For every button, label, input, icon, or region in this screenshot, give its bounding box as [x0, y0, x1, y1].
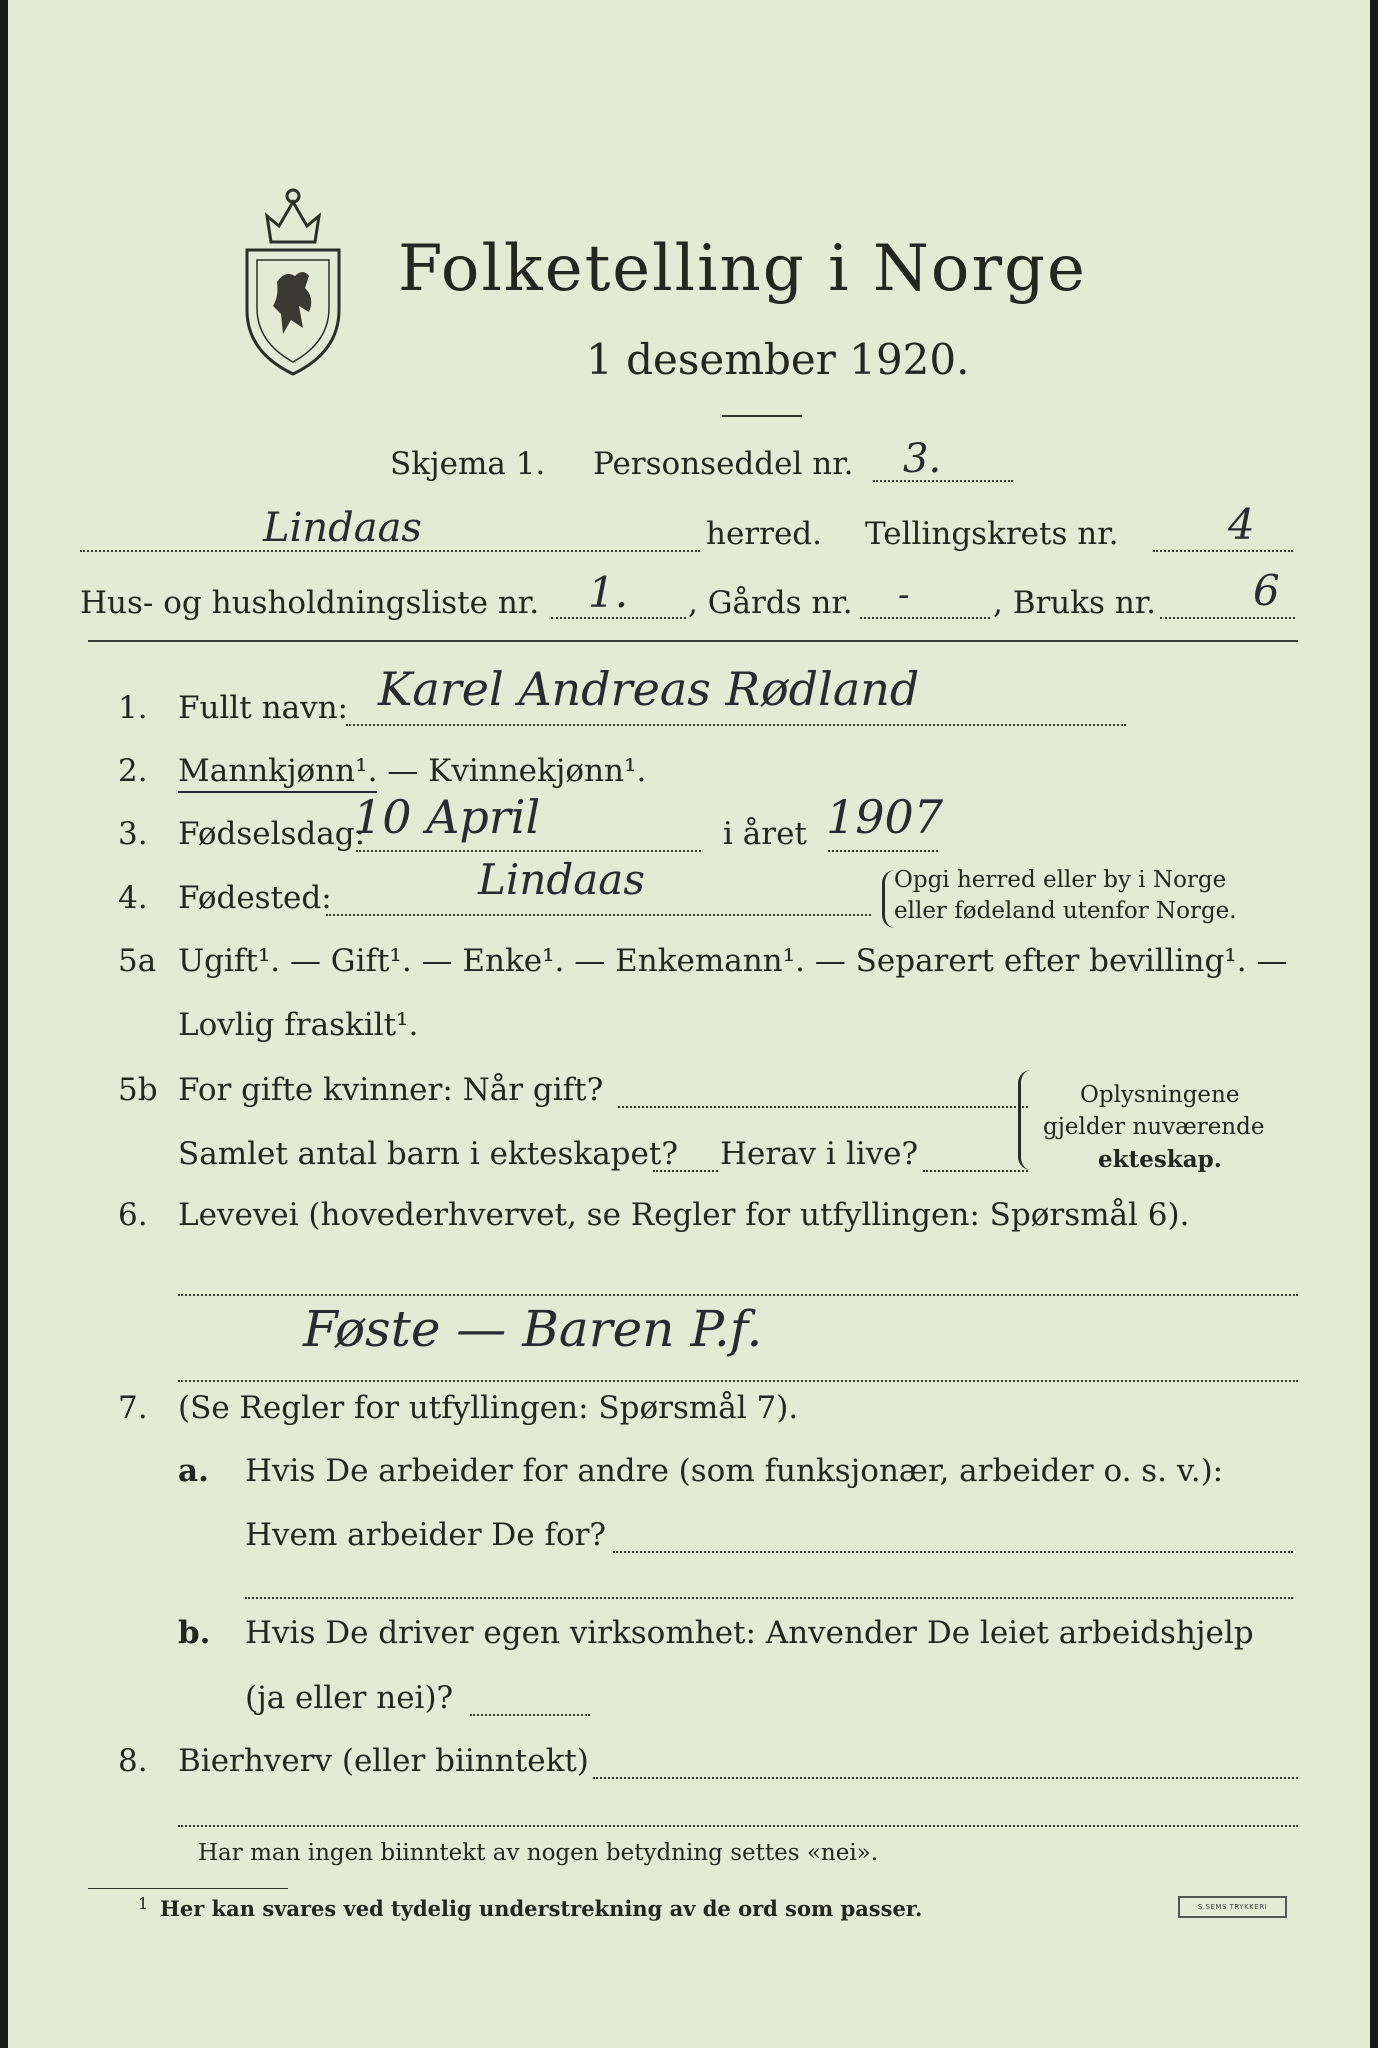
census-date: 1 desember 1920. — [586, 335, 970, 384]
q7a-line-1: Hvis De arbeider for andre (som funksjonær, arbeider o. s. v.): — [245, 1453, 1224, 1489]
q2-number: 2. — [118, 753, 148, 789]
no-income-note: Har man ingen biinntekt av nogen betydning settes «nei». — [198, 1840, 879, 1866]
q6-number: 6. — [118, 1197, 148, 1233]
children-label: Samlet antal barn i ekteskapet? — [178, 1136, 678, 1172]
q4-label: Fødested: — [178, 880, 332, 916]
q7b-line-2: (ja eller nei)? — [245, 1680, 454, 1716]
q3-label: Fødselsdag: — [178, 816, 366, 852]
q3-line — [356, 850, 701, 852]
employer-line[interactable] — [613, 1551, 1293, 1553]
printer-stamp: S.SEMS TRYKKERI — [1178, 1896, 1287, 1918]
marital-status-divorced[interactable]: Lovlig fraskilt¹. — [178, 1007, 419, 1043]
q5b-note-2: gjelder nuværende — [1043, 1114, 1265, 1140]
q7b-line-1: Hvis De driver egen virksomhet: Anvender De leiet arbeidshjelp — [245, 1615, 1254, 1651]
birthplace-value[interactable]: Lindaas — [478, 855, 645, 904]
schema-label: Skjema 1. — [390, 446, 546, 482]
married-when-label: For gifte kvinner: Når gift? — [178, 1072, 604, 1108]
birth-year-value[interactable]: 1907 — [826, 790, 944, 844]
alive-label: Herav i live? — [720, 1136, 919, 1172]
gender-separator: — — [377, 753, 429, 789]
q1-label: Fullt navn: — [178, 690, 348, 726]
q8-label: Bierhverv (eller biinntekt) — [178, 1743, 589, 1779]
gender-options — [178, 753, 646, 789]
coat-of-arms-icon — [233, 180, 353, 380]
q3-number: 3. — [118, 816, 148, 852]
q5b-note-1: Oplysningene — [1080, 1082, 1240, 1108]
q5a-number: 5a — [118, 943, 157, 979]
footnote-text: Her kan svares ved tydelig understrekning av de ord som passer. — [160, 1896, 923, 1921]
tellingskrets-value[interactable]: 4 — [1228, 500, 1255, 549]
q6-line-1 — [178, 1294, 1298, 1296]
male-option[interactable]: Mannkjønn¹. — [178, 753, 377, 793]
children-line — [653, 1170, 718, 1172]
footnote-number: 1 — [138, 1894, 149, 1913]
bruks-label: , Bruks nr. — [993, 585, 1157, 621]
bruks-line — [1160, 617, 1295, 619]
q7-number: 7. — [118, 1390, 148, 1426]
q5b-number: 5b — [118, 1072, 158, 1108]
occupation-value[interactable]: Føste — Baren P.f. — [303, 1300, 763, 1358]
female-option[interactable]: Kvinnekjønn¹. — [428, 753, 647, 789]
q5b-brace — [1018, 1070, 1031, 1170]
full-name-value[interactable]: Karel Andreas Rødland — [378, 662, 920, 716]
title-rule — [722, 415, 802, 417]
q4-note-1: Opgi herred eller by i Norge — [894, 867, 1227, 893]
q1-number: 1. — [118, 690, 148, 726]
q4-line — [326, 914, 871, 916]
q7b-number: b. — [178, 1615, 211, 1651]
gards-value[interactable]: - — [898, 575, 910, 615]
personseddel-value[interactable]: 3. — [903, 436, 942, 482]
q5b-note-3: ekteskap. — [1098, 1146, 1222, 1173]
q6-line-2 — [178, 1380, 1298, 1382]
birthday-value[interactable]: 10 April — [353, 790, 541, 844]
q4-number: 4. — [118, 880, 148, 916]
q6-label: Levevei (hovederhvervet, se Regler for utfyllingen: Spørsmål 6). — [178, 1197, 1190, 1233]
marital-status-options[interactable]: Ugift¹. — Gift¹. — Enke¹. — Enkemann¹. — Separert efter bevilling¹. — — [178, 943, 1288, 979]
q4-note-2: eller fødeland utenfor Norge. — [894, 898, 1237, 924]
gards-line — [860, 617, 990, 619]
hus-liste-line — [551, 617, 686, 619]
employer-line-2[interactable] — [245, 1597, 1293, 1599]
bruks-value[interactable]: 6 — [1253, 566, 1280, 615]
hired-help-line[interactable] — [470, 1714, 590, 1716]
gards-label: , Gårds nr. — [688, 585, 853, 621]
header-divider — [88, 640, 1298, 642]
hus-liste-value[interactable]: 1. — [588, 568, 629, 617]
q7-label: (Se Regler for utfyllingen: Spørsmål 7). — [178, 1390, 799, 1426]
personseddel-label: Personseddel nr. — [593, 446, 854, 482]
census-form — [8, 0, 1370, 2048]
tellingskrets-line — [1153, 550, 1293, 552]
form-title: Folketelling i Norge — [398, 232, 1087, 306]
alive-line — [923, 1170, 1028, 1172]
q7a-line-2: Hvem arbeider De for? — [245, 1517, 607, 1553]
herred-value[interactable]: Lindaas — [263, 505, 422, 551]
married-when-line — [618, 1106, 1028, 1108]
q3-year-line — [828, 850, 938, 852]
q3-year-label: i året — [723, 816, 807, 852]
tellingskrets-label: Tellingskrets nr. — [865, 516, 1119, 552]
q8-number: 8. — [118, 1743, 148, 1779]
personseddel-line — [873, 480, 1013, 482]
herred-label: herred. — [706, 516, 822, 552]
footnote-rule — [88, 1888, 288, 1889]
hus-liste-label: Hus- og husholdningsliste nr. — [80, 585, 540, 621]
side-income-line-2[interactable] — [178, 1825, 1298, 1827]
q1-line — [346, 724, 1126, 726]
q7a-number: a. — [178, 1453, 209, 1489]
side-income-line[interactable] — [593, 1777, 1298, 1779]
